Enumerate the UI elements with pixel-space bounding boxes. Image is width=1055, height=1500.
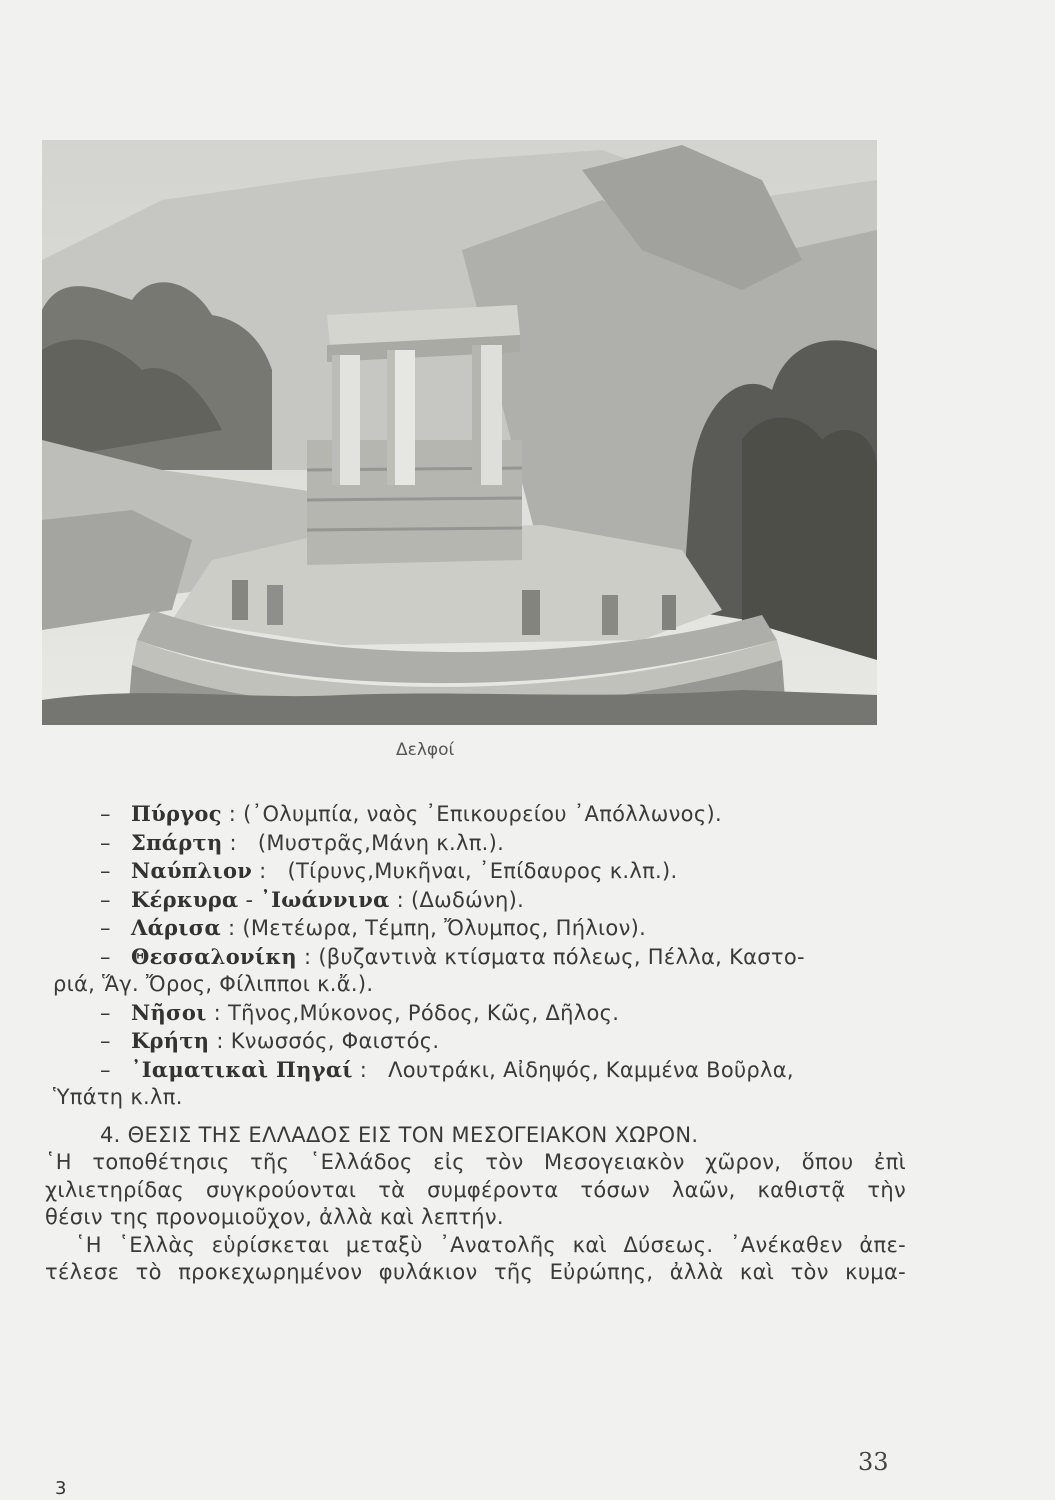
- tholos-image: [42, 140, 877, 725]
- place-name: Ναύπλιον: [130, 858, 253, 883]
- dash: –: [100, 887, 111, 912]
- place-detail: (Τίρυνς,Μυκῆναι, ᾽Επίδαυρος κ.λπ.).: [287, 859, 678, 883]
- place-name: Νῆσοι: [130, 999, 207, 1025]
- dash: –: [100, 859, 111, 883]
- signature-mark: 3: [55, 1478, 67, 1499]
- place-detail: Κνωσσός, Φαιστός.: [230, 1029, 440, 1053]
- place-detail: Τῆνος,Μύκονος, Ρόδος, Κῶς, Δῆλος.: [227, 1000, 620, 1025]
- body-text: [45, 800, 906, 1287]
- dash: –: [100, 944, 111, 969]
- dash: –: [100, 802, 111, 826]
- dash: –: [100, 1029, 111, 1053]
- list-item: – Θεσσαλονίκη : (βυζαντινὰ κτίσματα πόλεως, Πέλλα, Καστο-: [100, 943, 906, 972]
- list-item: – Κέρκυρα - ᾽Ιωάννινα : (Δωδώνη).: [100, 886, 906, 915]
- dash: –: [100, 830, 111, 855]
- figure-caption: Δελφοί: [396, 740, 455, 760]
- list-item: – Ναύπλιον : (Τίρυνς,Μυκῆναι, ᾽Επίδαυρος κ.λπ.).: [100, 857, 906, 886]
- list-item-continuation: ριά, Ἅγ. Ὄρος, Φίλιπποι κ.ἄ.).: [53, 972, 374, 996]
- place-name: Κρήτη: [130, 1028, 210, 1053]
- place-name: ᾽Ιωάννινα: [260, 886, 390, 912]
- list-item: – Νῆσοι : Τῆνος,Μύκονος, Ρόδος, Κῶς, Δῆλος.: [100, 999, 906, 1028]
- place-name: Σπάρτη: [130, 829, 223, 855]
- delphi-photo: [42, 140, 877, 725]
- page-number: 33: [858, 1448, 889, 1476]
- dash: –: [100, 916, 111, 940]
- dash: –: [100, 1000, 111, 1025]
- paragraph-line: ῾Η ῾Ελλὰς εὑρίσκεται μεταξὺ ᾽Ανατολῆς καὶ Δύσεως. ᾽Ανέκαθεν ἀπε-: [75, 1232, 906, 1257]
- list-item-continuation: Ὑπάτη κ.λπ.: [53, 1085, 183, 1109]
- place-detail: (᾽Ολυμπία, ναὸς ᾽Επικουρείου ᾽Απόλλωνος).: [243, 802, 722, 826]
- paragraph-line: ῾Η τοποθέτησις τῆς ῾Ελλάδος εἰς τὸν Μεσογειακὸν χῶρον, ὅπου ἐπὶ: [45, 1150, 906, 1174]
- list-item: – Πύργος : (᾽Ολυμπία, ναὸς ᾽Επικουρείου ᾽Απόλλωνος).: [100, 800, 906, 829]
- place-name: Πύργος: [130, 801, 222, 826]
- place-detail: (Μετέωρα, Τέμπη, Ὄλυμπος, Πήλιον).: [242, 916, 647, 940]
- place-name: Θεσσαλονίκη: [130, 943, 297, 969]
- place-name: ᾽Ιαματικαὶ Πηγαί: [130, 1056, 353, 1082]
- section-heading: 4. ΘΕΣΙΣ ΤΗΣ ΕΛΛΑΔΟΣ ΕΙΣ ΤΟΝ ΜΕΣΟΓΕΙΑΚΟΝ ΧΩΡΟΝ.: [100, 1122, 699, 1147]
- dash: –: [100, 1057, 111, 1082]
- place-name: Κέρκυρα: [130, 886, 239, 912]
- paragraph-line: χιλιετηρίδας συγκρούονται τὰ συμφέροντα τόσων λαῶν, καθιστᾷ τὴν: [45, 1177, 906, 1202]
- paragraph-line: τέλεσε τὸ προκεχωρημένον φυλάκιον τῆς Εὐρώπης, ἀλλὰ καὶ τὸν κυμα-: [45, 1260, 906, 1284]
- list-item: – Σπάρτη : (Μυστρᾶς,Μάνη κ.λπ.).: [100, 829, 906, 858]
- list-item: – ᾽Ιαματικαὶ Πηγαί : Λουτράκι, Αἰδηψός, Καμμένα Βοῦρλα,: [100, 1056, 906, 1085]
- list-item: – Λάρισα : (Μετέωρα, Τέμπη, Ὄλυμπος, Πήλιον).: [100, 914, 906, 943]
- place-detail: (βυζαντινὰ κτίσματα πόλεως, Πέλλα, Καστο-: [318, 944, 805, 969]
- place-detail: Λουτράκι, Αἰδηψός, Καμμένα Βοῦρλα,: [388, 1057, 794, 1082]
- list-item: – Κρήτη : Κνωσσός, Φαιστός.: [100, 1027, 906, 1056]
- place-name: Λάρισα: [130, 915, 222, 940]
- place-detail: (Μυστρᾶς,Μάνη κ.λπ.).: [257, 830, 505, 855]
- paragraph-line: θέσιν της προνομιοῦχον, ἀλλὰ καὶ λεπτήν.: [45, 1205, 504, 1229]
- place-detail: (Δωδώνη).: [410, 887, 525, 912]
